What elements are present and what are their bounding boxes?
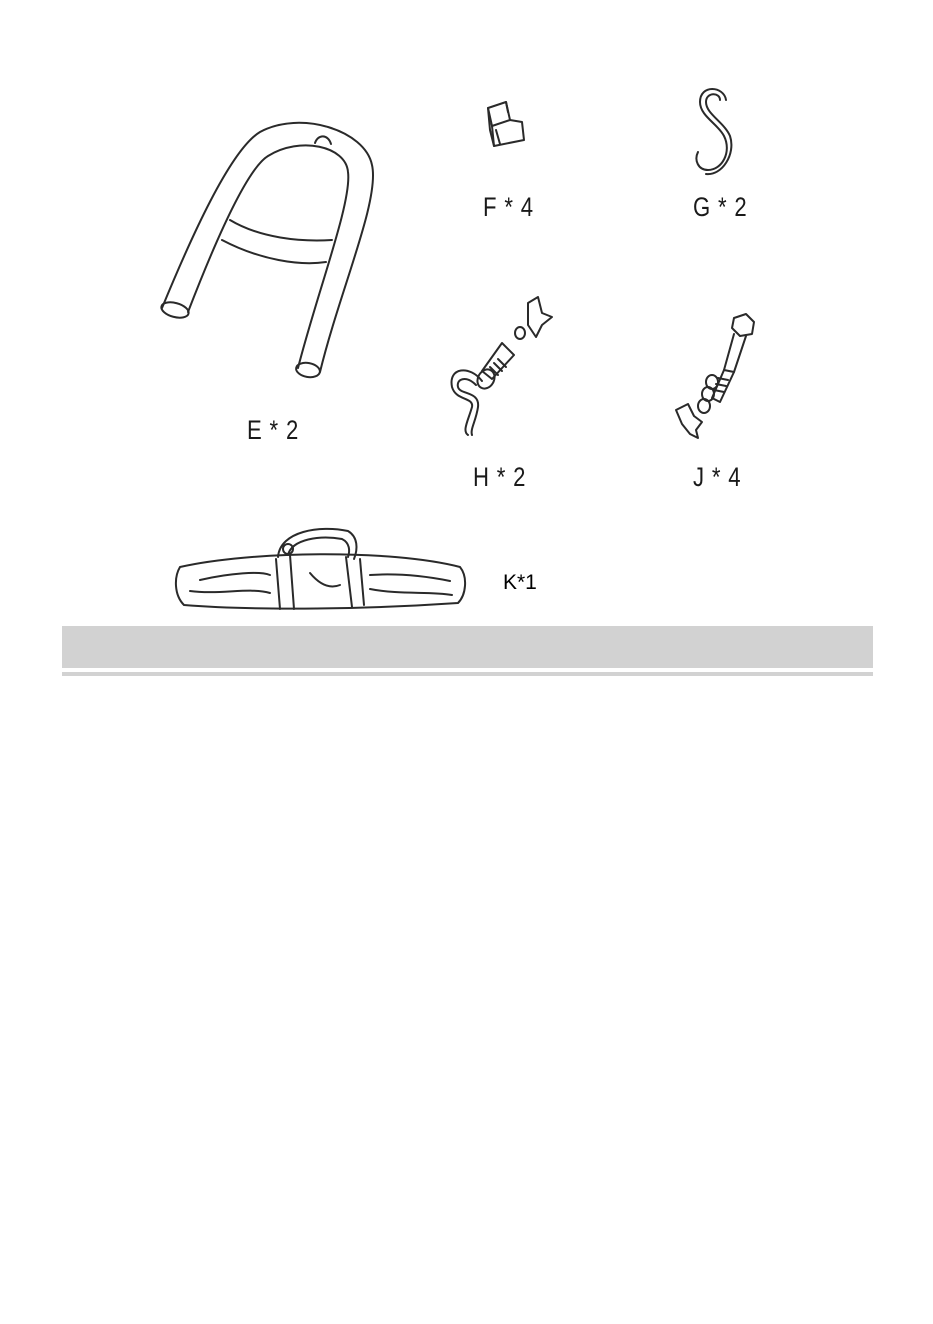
part-e [150, 110, 390, 390]
section-header-bar [62, 626, 873, 668]
part-f [480, 100, 530, 152]
clip-icon [480, 100, 530, 152]
part-j-label: J * 4 [693, 462, 742, 492]
part-g [690, 86, 740, 176]
part-f-label: F * 4 [483, 192, 534, 222]
u-frame-icon [150, 110, 390, 390]
part-h-label: H * 2 [473, 462, 527, 492]
part-e-label: E * 2 [247, 415, 300, 445]
part-j [668, 310, 778, 440]
s-hook-icon [690, 86, 740, 176]
bolt-icon [668, 310, 778, 440]
part-g-label: G * 2 [693, 192, 748, 222]
part-h [440, 295, 560, 440]
carry-bag-icon [170, 525, 470, 610]
part-k-label: K*1 [503, 571, 537, 594]
part-k [170, 525, 470, 610]
section-divider [62, 672, 873, 676]
ground-anchor-icon [440, 295, 560, 440]
